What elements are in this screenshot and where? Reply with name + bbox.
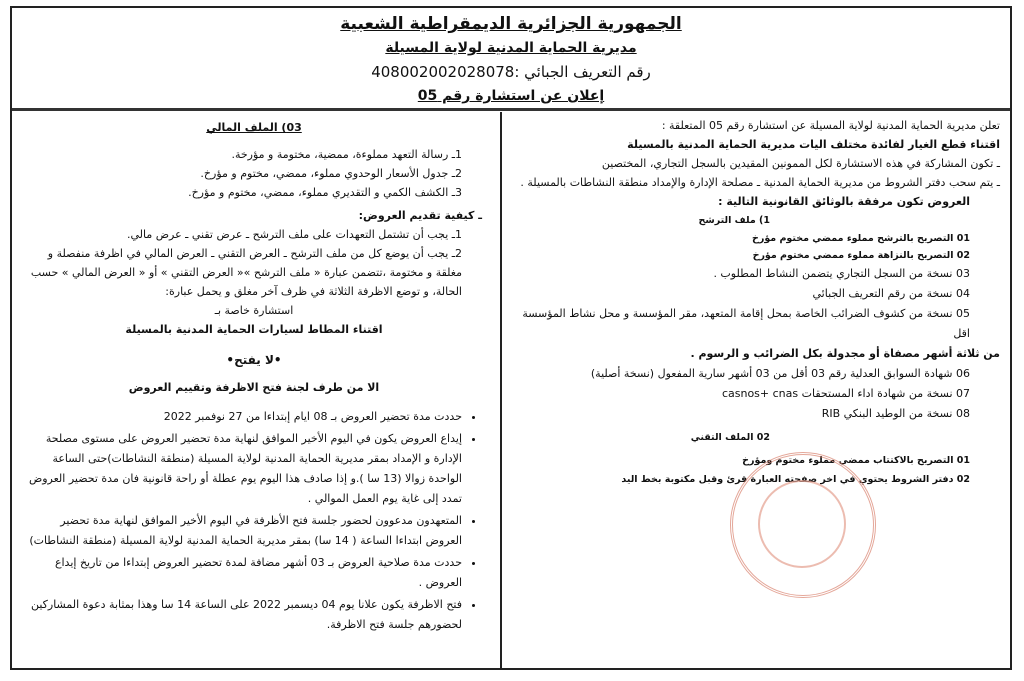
intro-line: ـ تكون المشاركة في هذه الاستشارة لكل الممونين المقيدين بالسجل التجاري، المختصين [601,157,1000,170]
condition-item: • إيداع العروض يكون في اليوم الأخير الموافق لنهاية مدة تحضير العروض على مستوى مصلحة الإدارة و الإمداد بمقر مديرية الحماية المدنية لولاية المسيلة (منطقة النشاطات)حتى الساعة الواحدة زوالا (13 سا ).و إذا صادف هذا اليوم يوم عطلة أو راحة قانونية فان مدة تحضير العروض تمدد إلى غاية يوم العمل الموالي . [26,429,462,509]
condition-item: • المتعهدون مدعوون لحضور جلسة فتح الأظرفة في اليوم الأخير الموافق لنهاية مدة تحضير العروض ابتداءا الساعة ( 14 سا) بمقر مديرية الحماية المدنية لولاية المسيلة (منطقة النشاطات) [26,511,462,551]
tax-id: رقم التعريف الجبائي :408002002028078 [371,63,651,81]
tech-item: 01 التصريح بالاكتتاب ممضي مملوء مختوم ومؤرخ [742,455,970,466]
right-column [504,112,1010,668]
technical-file-heading: 02 الملف التقني [690,432,770,443]
special-label: استشارة خاصة بـ [214,304,294,317]
financial-item: 1ـ رسالة التعهد مملوءة، ممضية، مختومة و مؤرخة. [231,148,462,161]
condition-item: • حددت مدة صلاحية العروض بـ 03 أشهر مضافة لمدة تحضير العروض إبتداءا من تاريخ إيداع العروض . [26,553,462,593]
intro-line: العروض تكون مرفقة بالوثائق القانونية التالية : [718,195,970,208]
submission-rule: 2ـ يجب أن يوضع كل من ملف الترشح ـ العرض التقني ـ العرض المالي في اظرفة منفصلة و مغلقة و مختومة ،تتضمن عبارة « ملف الترشح »« العرض التقني » أو « العرض المالي » حسب الحالة، و توضع الاظرفة الثلاثة في ظرف آخر مغلق و يحمل عبارة: [30,247,462,298]
doc-item: 03 نسخة من السجل التجاري يتضمن النشاط المطلوب . [713,267,970,280]
committee-note: الا من طرف لجنة فتح الاظرفة وتقييم العروض [128,381,380,394]
left-column [12,112,502,668]
doc-item: 01 التصريح بالترشح مملوء ممضي مختوم مؤرخ [752,233,970,244]
intro-line: اقتناء قطع الغيار لفائدة مختلف اليات مديرية الحماية المدنية بالمسيلة [627,138,1000,151]
do-not-open: •لا يفتح• [226,353,282,367]
condition-item: • حددت مدة تحضير العروض بـ 08 ايام إبتداءا من 27 نوفمبر 2022 [26,407,462,427]
intro-line: ـ يتم سحب دفتر الشروط من مديرية الحماية المدنية ـ مصلحة الإدارة والإمداد منطقة النشاطات بالمسيلة . [520,176,1000,189]
announcement-title: إعلان عن استشارة رقم 05 [417,88,605,104]
condition-item: • فتح الاظرفة يكون علانا يوم 04 ديسمبر 2022 على الساعة 14 سا وهذا بمثابة دعوة المشاركين لحضورهم جلسة فتح الاظرفة. [26,595,462,635]
doc-item: 04 نسخة من رقم التعريف الجبائي [812,287,970,300]
country-name: الجمهورية الجزائرية الديمقراطية الشعبية [340,14,682,34]
conditions-list [26,407,482,635]
directorate-name: مديرية الحماية المدنية لولاية المسيلة [385,40,637,56]
intro-line: تعلن مديرية الحماية المدنية لولاية المسيلة عن استشارة رقم 05 المتعلقة : [661,119,1000,132]
announcement-document [10,6,1012,670]
doc-item: 07 نسخة من شهادة اداء المستحقات casnos+ cnas [721,387,970,400]
official-stamp [730,452,876,598]
financial-item: 2ـ جدول الأسعار الوحدوي مملوء، ممضي، مختوم و مؤرخ. [200,167,462,180]
financial-item: 3ـ الكشف الكمي و التقديري مملوء، ممضي، مختوم و مؤرخ. [188,186,462,199]
doc-item: 08 نسخة من الوطيد البنكي RIB [821,407,970,420]
candidacy-file-heading: 1) ملف الترشح [698,215,770,226]
submission-rule: 1ـ يجب أن تشتمل التعهدات على ملف الترشح ـ عرض تقني ـ عرض مالي. [126,228,462,241]
envelope-subject: اقتناء المطاط لسيارات الحماية المدنية بالمسيلة [125,323,383,336]
doc-item: 02 التصريح بالنزاهة مملوء ممضي مختوم مؤرخ [752,250,970,261]
doc-item: 05 نسخة من كشوف الضرائب الخاصة بمحل إقامة المتعهد، مقر المؤسسة و محل نشاط المؤسسة اقل [522,307,970,340]
doc-item: من ثلاثة أشهر مصفاة أو مجدولة بكل الضرائب و الرسوم . [690,347,1000,360]
submission-heading: ـ كيفية تقديم العروض: [358,209,482,222]
doc-item: 06 شهادة السوابق العدلية رقم 03 أقل من 03 أشهر سارية المفعول (نسخة أصلية) [590,367,970,380]
document-header [12,8,1010,111]
tech-item: 02 دفتر الشروط يحتوي في اخر صفحته العبارة قرئ وقبل مكتوبة بخط اليد [621,474,970,485]
financial-file-heading: 03) الملف المالي [206,121,302,134]
